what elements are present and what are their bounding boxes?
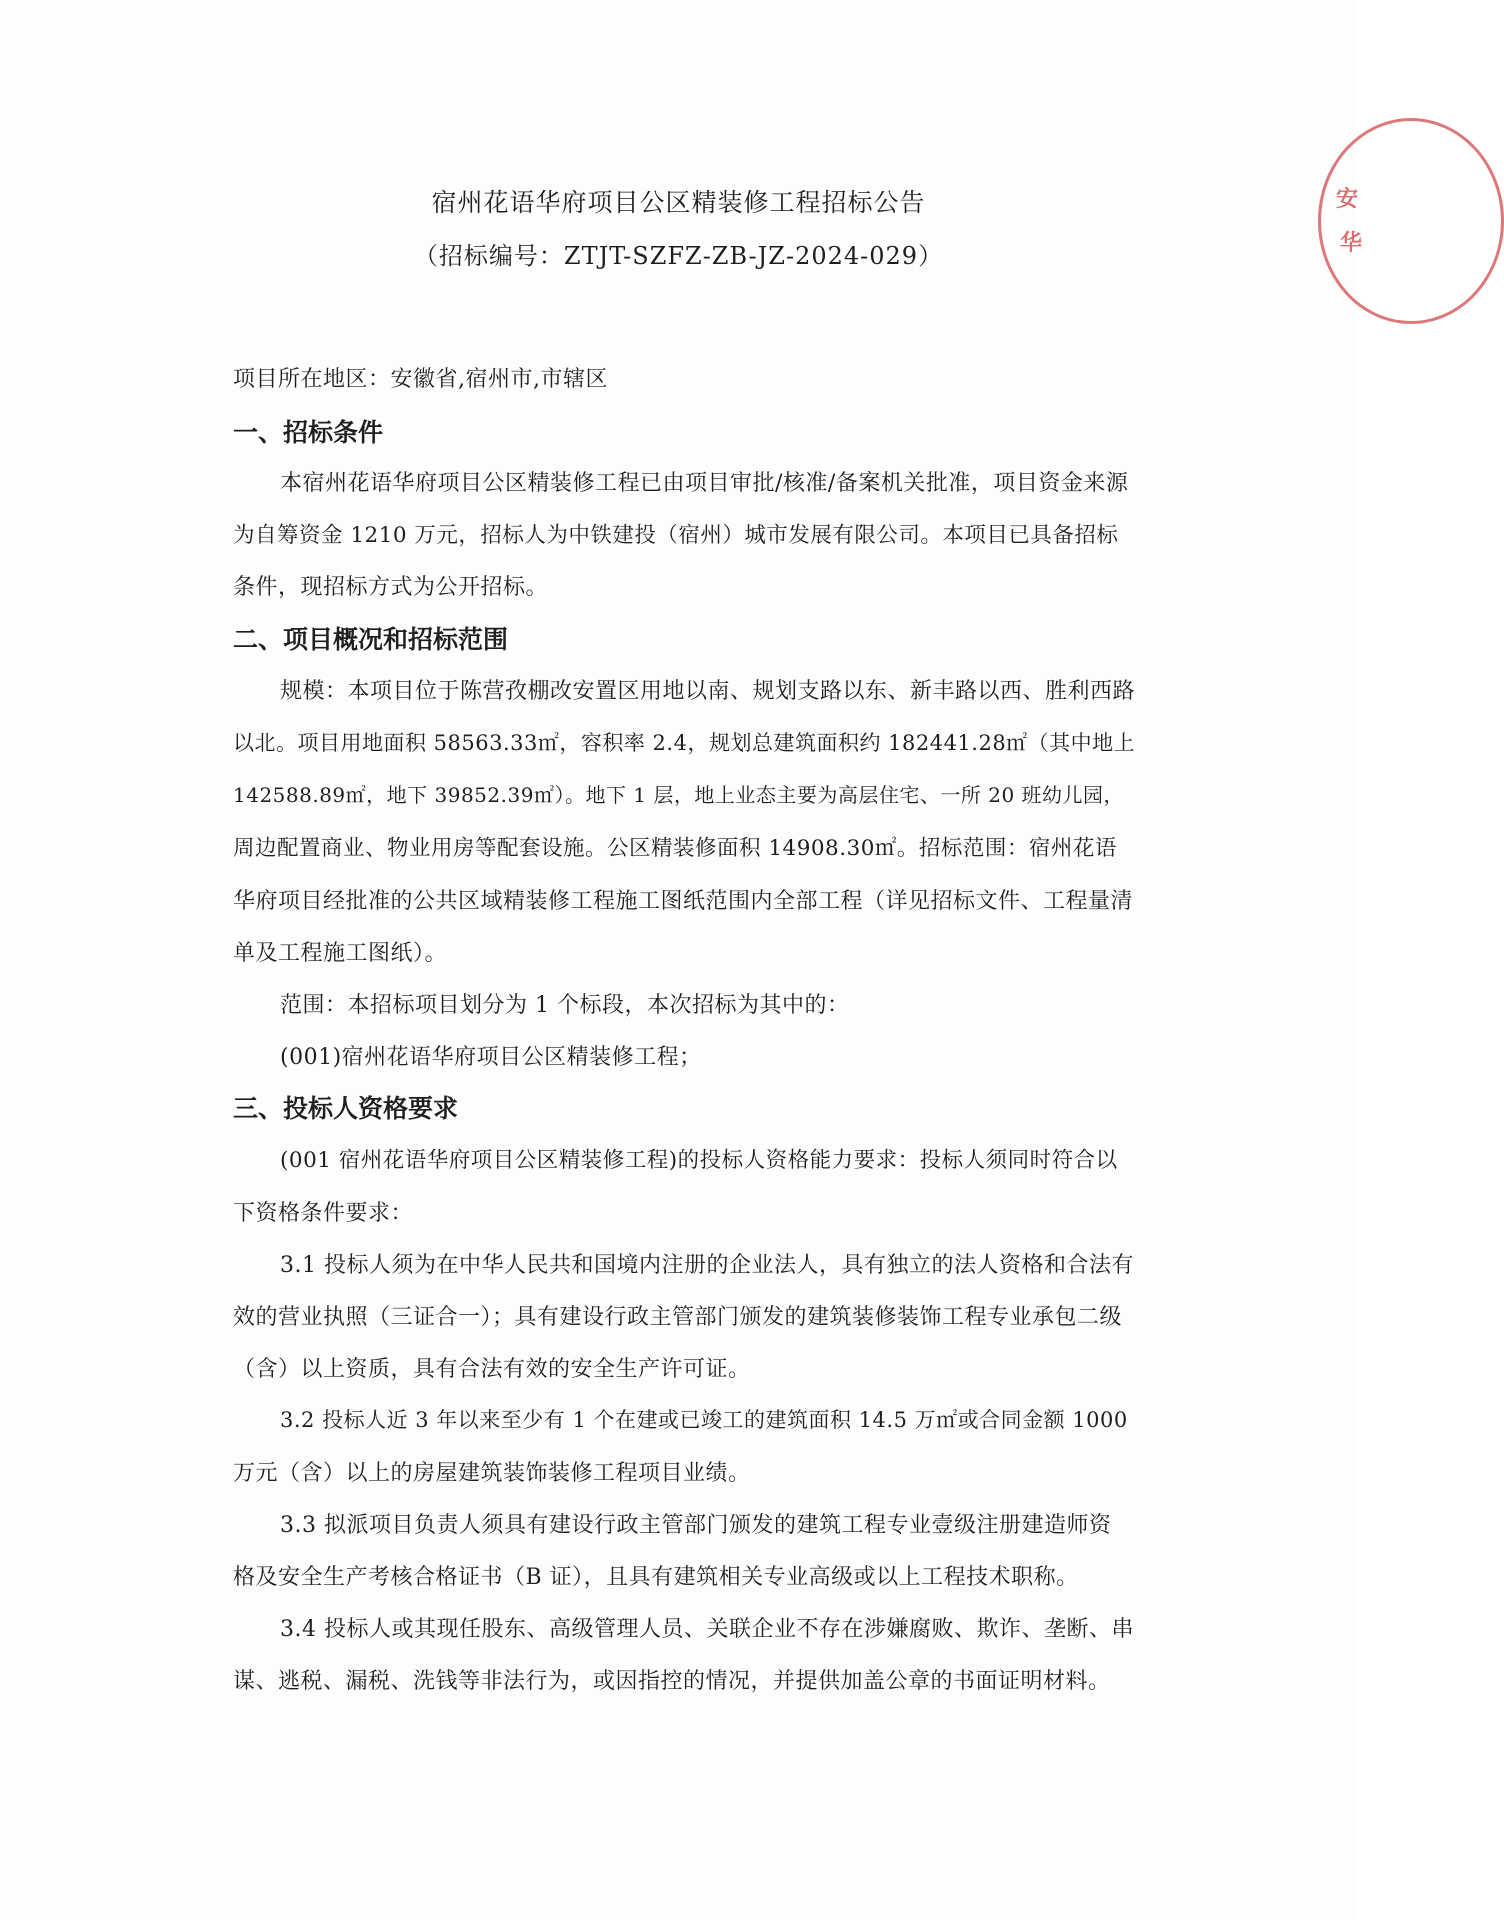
paragraph-line: 格及安全生产考核合格证书（B 证），且具有建筑相关专业高级或以上工程技术职称。 (233, 1565, 1079, 1590)
project-region: 项目所在地区：安徽省,宿州市,市辖区 (233, 367, 608, 392)
paragraph-line: 下资格条件要求： (233, 1201, 414, 1226)
paragraph-line: 3.2 投标人近 3 年以来至少有 1 个在建或已竣工的建筑面积 14.5 万㎡或合同金额 1000 (280, 1408, 1128, 1432)
paragraph-line: 3.1 投标人须为在中华人民共和国境内注册的企业法人，具有独立的法人资格和合法有 (280, 1253, 1134, 1278)
paragraph-line: 单及工程施工图纸）。 (233, 941, 448, 966)
paragraph-line: 为自筹资金 1210 万元，招标人为中铁建投（宿州）城市发展有限公司。本项目已具备招标 (233, 523, 1119, 548)
paragraph-line: 条件，现招标方式为公开招标。 (233, 575, 549, 600)
bid-number: （招标编号：ZTJT-SZFZ-ZB-JZ-2024-029） (413, 242, 944, 270)
paragraph-line: 142588.89㎡，地下 39852.39㎡）。地下 1 层，地上业态主要为高层住宅、一所 20 班幼儿园， (233, 783, 1125, 807)
paragraph-line: (001)宿州花语华府项目公区精装修工程； (280, 1045, 702, 1070)
paragraph-line: 以北。项目用地面积 58563.33㎡，容积率 2.4，规划总建筑面积约 182441.28㎡（其中地上 (233, 731, 1136, 755)
paragraph-line: （含）以上资质，具有合法有效的安全生产许可证。 (233, 1357, 751, 1382)
seal-glyph: 安 (1336, 187, 1359, 212)
paragraph-line: 谋、逃税、漏税、洗钱等非法行为，或因指控的情况，并提供加盖公章的书面证明材料。 (233, 1669, 1111, 1694)
paragraph-line: 万元（含）以上的房屋建筑装饰装修工程项目业绩。 (233, 1461, 751, 1486)
paragraph-line: 周边配置商业、物业用房等配套设施。公区精装修面积 14908.30㎡。招标范围：宿州花语 (233, 836, 1117, 861)
section-heading-bid-conditions: 一、招标条件 (233, 418, 384, 447)
seal-glyph: 华 (1340, 231, 1363, 256)
section-heading-bidder-qualifications: 三、投标人资格要求 (233, 1094, 459, 1123)
paragraph-line: 华府项目经批准的公共区域精装修工程施工图纸范围内全部工程（详见招标文件、工程量清 (233, 889, 1134, 914)
document-title: 宿州花语华府项目公区精装修工程招标公告 (431, 188, 926, 217)
paragraph-line: 本宿州花语华府项目公区精装修工程已由项目审批/核准/备案机关批准，项目资金来源 (280, 471, 1129, 496)
paragraph-line: (001 宿州花语华府项目公区精装修工程)的投标人资格能力要求：投标人须同时符合以 (280, 1148, 1118, 1173)
paragraph-line: 效的营业执照（三证合一）；具有建设行政主管部门颁发的建筑装修装饰工程专业承包二级 (233, 1305, 1123, 1330)
paragraph-line: 3.4 投标人或其现任股东、高级管理人员、关联企业不存在涉嫌腐败、欺诈、垄断、串 (280, 1617, 1134, 1642)
paragraph-line: 3.3 拟派项目负责人须具有建设行政主管部门颁发的建筑工程专业壹级注册建造师资 (280, 1513, 1112, 1538)
section-heading-project-overview: 二、项目概况和招标范围 (233, 625, 509, 654)
official-seal-stamp (1318, 118, 1504, 324)
paragraph-line: 范围：本招标项目划分为 1 个标段，本次招标为其中的： (280, 993, 850, 1018)
paragraph-line: 规模：本项目位于陈营孜棚改安置区用地以南、规划支路以东、新丰路以西、胜利西路 (280, 679, 1136, 704)
